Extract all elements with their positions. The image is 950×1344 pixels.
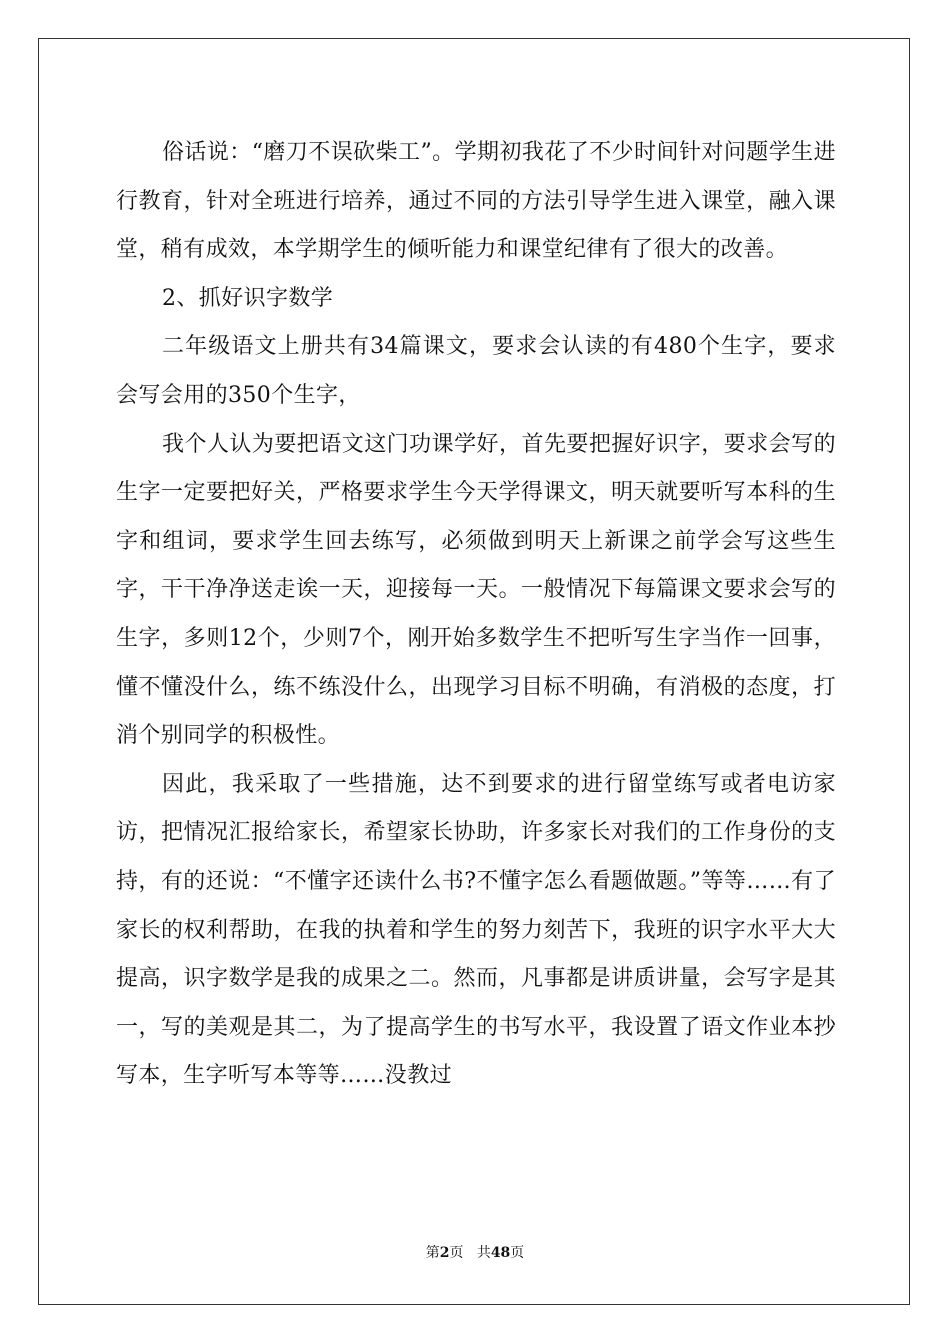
page-number: 2 — [439, 1245, 450, 1261]
page-prefix: 第 — [425, 1245, 440, 1261]
total-pages: 48 — [490, 1245, 511, 1261]
total-prefix: 共 — [476, 1245, 491, 1261]
total-suffix: 页 — [510, 1245, 525, 1261]
paragraph-3: 我个人认为要把语文这门功课学好，首先要把握好识字，要求会写的生字一定要把好关，严格要求学生今天学得课文，明天就要听写本科的生字和组词，要求学生回去练写，必须做到明天上新课之前学会写这些生字，干干净净送走诶一天，迎接每一天。一般情况下每篇课文要求会写的生字，多则12个，少则7个，刚开始多数学生不把听写生字当作一回事，懂不懂没什么，练不练没什么，出现学习目标不明确，有消极的态度，打消个别同学的积极性。 — [116, 431, 836, 749]
paragraph-2: 二年级语文上册共有34篇课文，要求会认读的有480个生字，要求会写会用的350个生字， — [116, 334, 836, 408]
page-footer — [0, 1242, 950, 1262]
section-heading: 2、抓好识字数学 — [162, 285, 334, 311]
page-suffix: 页 — [449, 1245, 464, 1261]
document-body — [116, 129, 836, 1101]
paragraph-4: 因此，我采取了一些措施，达不到要求的进行留堂练写或者电访家访，把情况汇报给家长，希望家长协助，许多家长对我们的工作身份的支持，有的还说：“不懂字还读什么书?不懂字怎么看题做题。”等等……有了家长的权利帮助，在我的执着和学生的努力刻苦下，我班的识字水平大大提高，识字数学是我的成果之二。然而，凡事都是讲质讲量，会写字是其一，写的美观是其二，为了提高学生的书写水平，我设置了语文作业本抄写本，生字听写本等等……没教过 — [116, 771, 836, 1089]
paragraph-1: 俗话说：“磨刀不误砍柴工”。学期初我花了不少时间针对问题学生进行教育，针对全班进行培养，通过不同的方法引导学生进入课堂，融入课堂，稍有成效，本学期学生的倾听能力和课堂纪律有了很大的改善。 — [116, 140, 836, 263]
